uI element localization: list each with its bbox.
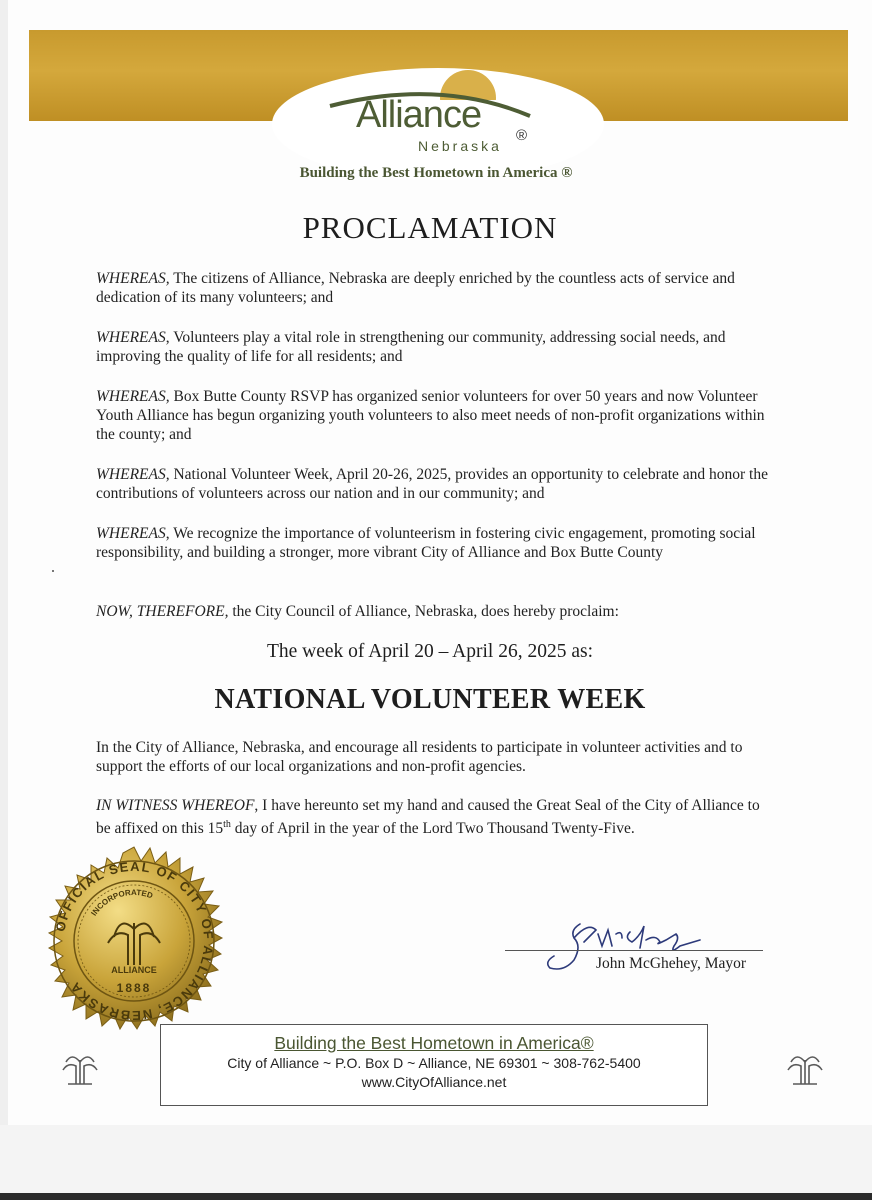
seal-center-text: ALLIANCE — [111, 965, 157, 975]
seal-top-text: INCORPORATED — [89, 887, 155, 918]
scan-speck — [52, 570, 54, 572]
tagline: Building the Best Hometown in America ® — [299, 165, 573, 181]
proclamation-heading: NATIONAL VOLUNTEER WEEK — [214, 684, 646, 715]
scan-bottom-edge — [0, 1193, 872, 1200]
scan-margin — [0, 1125, 872, 1193]
whereas-paragraph-1: WHEREAS, The citizens of Alliance, Nebraska are deeply enriched by the countless acts of service and dedication of its many volunteers; and — [96, 270, 735, 306]
registered-mark: ® — [516, 127, 528, 144]
witness-paragraph: IN WITNESS WHEREOF, I have hereunto set my hand and caused the Great Seal of the City of Alliance to be affixed on this 15th day of April in the year of the Lord Two Thousand Twenty-Five. — [96, 797, 760, 838]
fountain-icon — [785, 1046, 825, 1086]
fountain-icon — [60, 1046, 100, 1086]
encourage-paragraph: In the City of Alliance, Nebraska, and encourage all residents to participate in volunteer activities and to support the efforts of our local organizations and non-profit agencies. — [96, 739, 743, 775]
city-seal — [38, 845, 230, 1037]
footer-tagline: Building the Best Hometown in America® — [274, 1033, 594, 1053]
footer-box — [160, 1024, 708, 1106]
whereas-paragraph-5: WHEREAS, We recognize the importance of volunteerism in fostering civic engagement, promoting social responsibility, and building a stronger, more vibrant City of Alliance and Box Butte County — [96, 525, 756, 561]
whereas-paragraph-4: WHEREAS, National Volunteer Week, April 20-26, 2025, provides an opportunity to celebrate and honor the contributions of volunteers across our nation and in our community; and — [96, 466, 768, 502]
logo-subtitle: Nebraska — [418, 138, 502, 154]
whereas-paragraph-2: WHEREAS, Volunteers play a vital role in strengthening our community, addressing social needs, and improving the quality of life for all residents; and — [96, 329, 726, 365]
seal-ring-text: OFFICIAL SEAL OF CITY OF ALLIANCE, NEBRASKA — [52, 858, 217, 1024]
whereas-paragraph-3: WHEREAS, Box Butte County RSVP has organized senior volunteers for over 50 years and now Volunteer Youth Alliance has begun organizing youth volunteers to also meet needs of non-profit organizations within the county; and — [96, 388, 765, 443]
footer-website[interactable]: www.CityOfAlliance.net — [361, 1074, 507, 1090]
week-line: The week of April 20 – April 26, 2025 as: — [266, 641, 594, 662]
signer-name: John McGhehey, Mayor — [596, 955, 747, 972]
seal-year: 1888 — [116, 981, 152, 995]
signature-line — [505, 950, 763, 951]
footer-address: City of Alliance ~ P.O. Box D ~ Alliance, NE 69301 ~ 308-762-5400 — [227, 1055, 641, 1071]
document-title: PROCLAMATION — [302, 210, 558, 245]
therefore-paragraph: NOW, THEREFORE, the City Council of Alliance, Nebraska, does hereby proclaim: — [96, 603, 619, 620]
logo-wordmark: Alliance — [356, 94, 482, 136]
